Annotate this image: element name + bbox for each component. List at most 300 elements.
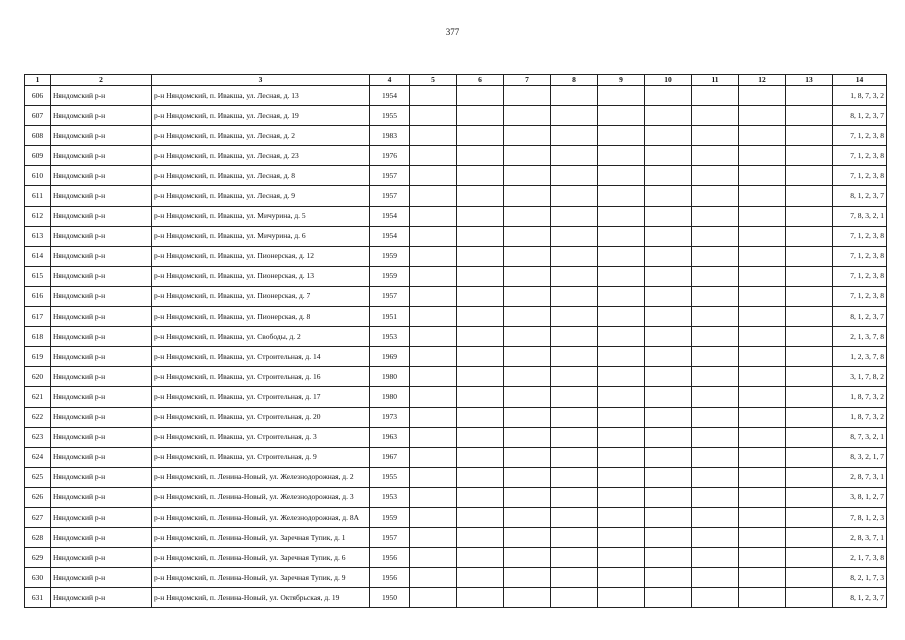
year-cell: 1980 bbox=[370, 387, 410, 407]
empty-cell bbox=[692, 367, 739, 387]
column-header: 6 bbox=[457, 75, 504, 86]
empty-cell bbox=[457, 467, 504, 487]
district-cell: Няндомский р-н bbox=[51, 146, 152, 166]
empty-cell bbox=[739, 86, 786, 106]
empty-cell bbox=[786, 266, 833, 286]
table-row bbox=[25, 367, 887, 387]
column-header: 12 bbox=[739, 75, 786, 86]
empty-cell bbox=[457, 548, 504, 568]
row-number-cell: 607 bbox=[25, 106, 51, 126]
empty-cell bbox=[457, 186, 504, 206]
row-number-cell: 626 bbox=[25, 487, 51, 507]
empty-cell bbox=[598, 106, 645, 126]
empty-cell bbox=[457, 528, 504, 548]
empty-cell bbox=[551, 347, 598, 367]
empty-cell bbox=[786, 528, 833, 548]
empty-cell bbox=[457, 266, 504, 286]
empty-cell bbox=[457, 387, 504, 407]
district-cell: Няндомский р-н bbox=[51, 367, 152, 387]
empty-cell bbox=[786, 186, 833, 206]
district-cell: Няндомский р-н bbox=[51, 206, 152, 226]
empty-cell bbox=[598, 206, 645, 226]
row-number-cell: 613 bbox=[25, 226, 51, 246]
code-cell: 7, 1, 2, 3, 8 bbox=[833, 246, 887, 266]
empty-cell bbox=[551, 126, 598, 146]
table-row bbox=[25, 286, 887, 306]
empty-cell bbox=[551, 568, 598, 588]
address-cell: р-н Няндомский, п. Ивакша, ул. Строительная, д. 17 bbox=[152, 387, 370, 407]
code-cell: 7, 1, 2, 3, 8 bbox=[833, 286, 887, 306]
empty-cell bbox=[598, 548, 645, 568]
empty-cell bbox=[692, 568, 739, 588]
empty-cell bbox=[551, 528, 598, 548]
empty-cell bbox=[692, 186, 739, 206]
row-number-cell: 608 bbox=[25, 126, 51, 146]
address-cell: р-н Няндомский, п. Ленина-Новый, ул. Октябрьская, д. 19 bbox=[152, 588, 370, 608]
empty-cell bbox=[410, 447, 457, 467]
empty-cell bbox=[739, 487, 786, 507]
empty-cell bbox=[739, 286, 786, 306]
empty-cell bbox=[457, 86, 504, 106]
empty-cell bbox=[598, 146, 645, 166]
empty-cell bbox=[739, 568, 786, 588]
empty-cell bbox=[786, 367, 833, 387]
empty-cell bbox=[410, 307, 457, 327]
empty-cell bbox=[504, 427, 551, 447]
table-row bbox=[25, 106, 887, 126]
column-header: 3 bbox=[152, 75, 370, 86]
empty-cell bbox=[598, 186, 645, 206]
empty-cell bbox=[598, 307, 645, 327]
empty-cell bbox=[645, 588, 692, 608]
empty-cell bbox=[410, 507, 457, 527]
empty-cell bbox=[410, 166, 457, 186]
empty-cell bbox=[551, 588, 598, 608]
table-row bbox=[25, 507, 887, 527]
table-row bbox=[25, 246, 887, 266]
year-cell: 1963 bbox=[370, 427, 410, 447]
building-registry-table bbox=[24, 74, 887, 608]
table-row bbox=[25, 266, 887, 286]
table-row bbox=[25, 206, 887, 226]
empty-cell bbox=[739, 507, 786, 527]
empty-cell bbox=[410, 387, 457, 407]
empty-cell bbox=[504, 146, 551, 166]
table-row bbox=[25, 307, 887, 327]
empty-cell bbox=[457, 206, 504, 226]
empty-cell bbox=[551, 407, 598, 427]
table-row bbox=[25, 387, 887, 407]
row-number-cell: 614 bbox=[25, 246, 51, 266]
district-cell: Няндомский р-н bbox=[51, 568, 152, 588]
empty-cell bbox=[786, 246, 833, 266]
empty-cell bbox=[645, 447, 692, 467]
empty-cell bbox=[551, 286, 598, 306]
empty-cell bbox=[786, 86, 833, 106]
empty-cell bbox=[692, 347, 739, 367]
empty-cell bbox=[551, 266, 598, 286]
empty-cell bbox=[551, 186, 598, 206]
empty-cell bbox=[504, 507, 551, 527]
year-cell: 1959 bbox=[370, 507, 410, 527]
year-cell: 1957 bbox=[370, 528, 410, 548]
empty-cell bbox=[786, 487, 833, 507]
address-cell: р-н Няндомский, п. Ленина-Новый, ул. Заречная Тупик, д. 1 bbox=[152, 528, 370, 548]
empty-cell bbox=[598, 86, 645, 106]
district-cell: Няндомский р-н bbox=[51, 407, 152, 427]
table-row bbox=[25, 126, 887, 146]
table-row bbox=[25, 528, 887, 548]
year-cell: 1976 bbox=[370, 146, 410, 166]
empty-cell bbox=[739, 206, 786, 226]
empty-cell bbox=[739, 106, 786, 126]
year-cell: 1959 bbox=[370, 246, 410, 266]
row-number-cell: 622 bbox=[25, 407, 51, 427]
year-cell: 1980 bbox=[370, 367, 410, 387]
district-cell: Няндомский р-н bbox=[51, 226, 152, 246]
empty-cell bbox=[739, 548, 786, 568]
empty-cell bbox=[410, 568, 457, 588]
empty-cell bbox=[504, 367, 551, 387]
empty-cell bbox=[504, 186, 551, 206]
year-cell: 1955 bbox=[370, 467, 410, 487]
empty-cell bbox=[457, 126, 504, 146]
empty-cell bbox=[504, 548, 551, 568]
district-cell: Няндомский р-н bbox=[51, 347, 152, 367]
empty-cell bbox=[598, 427, 645, 447]
code-cell: 1, 8, 7, 3, 2 bbox=[833, 387, 887, 407]
empty-cell bbox=[457, 327, 504, 347]
empty-cell bbox=[504, 126, 551, 146]
empty-cell bbox=[645, 507, 692, 527]
code-cell: 7, 1, 2, 3, 8 bbox=[833, 226, 887, 246]
address-cell: р-н Няндомский, п. Ивакша, ул. Лесная, д. 8 bbox=[152, 166, 370, 186]
empty-cell bbox=[645, 86, 692, 106]
empty-cell bbox=[645, 126, 692, 146]
empty-cell bbox=[739, 447, 786, 467]
empty-cell bbox=[739, 467, 786, 487]
year-cell: 1959 bbox=[370, 266, 410, 286]
table-row bbox=[25, 166, 887, 186]
code-cell: 8, 1, 2, 3, 7 bbox=[833, 186, 887, 206]
row-number-cell: 628 bbox=[25, 528, 51, 548]
empty-cell bbox=[551, 146, 598, 166]
empty-cell bbox=[598, 166, 645, 186]
empty-cell bbox=[504, 528, 551, 548]
row-number-cell: 619 bbox=[25, 347, 51, 367]
empty-cell bbox=[457, 507, 504, 527]
empty-cell bbox=[551, 307, 598, 327]
district-cell: Няндомский р-н bbox=[51, 528, 152, 548]
row-number-cell: 610 bbox=[25, 166, 51, 186]
empty-cell bbox=[504, 86, 551, 106]
year-cell: 1953 bbox=[370, 327, 410, 347]
empty-cell bbox=[692, 487, 739, 507]
code-cell: 1, 8, 7, 3, 2 bbox=[833, 407, 887, 427]
empty-cell bbox=[739, 266, 786, 286]
empty-cell bbox=[598, 226, 645, 246]
empty-cell bbox=[598, 528, 645, 548]
empty-cell bbox=[410, 427, 457, 447]
year-cell: 1956 bbox=[370, 548, 410, 568]
year-cell: 1956 bbox=[370, 568, 410, 588]
empty-cell bbox=[739, 367, 786, 387]
empty-cell bbox=[692, 528, 739, 548]
empty-cell bbox=[645, 206, 692, 226]
code-cell: 3, 1, 7, 8, 2 bbox=[833, 367, 887, 387]
table-row bbox=[25, 467, 887, 487]
empty-cell bbox=[551, 467, 598, 487]
address-cell: р-н Няндомский, п. Ленина-Новый, ул. Железнодорожная, д. 3 bbox=[152, 487, 370, 507]
code-cell: 1, 8, 7, 3, 2 bbox=[833, 86, 887, 106]
table-row bbox=[25, 186, 887, 206]
table-row bbox=[25, 427, 887, 447]
empty-cell bbox=[786, 467, 833, 487]
address-cell: р-н Няндомский, п. Ивакша, ул. Строительная, д. 14 bbox=[152, 347, 370, 367]
district-cell: Няндомский р-н bbox=[51, 447, 152, 467]
empty-cell bbox=[692, 86, 739, 106]
district-cell: Няндомский р-н bbox=[51, 166, 152, 186]
table-row bbox=[25, 347, 887, 367]
code-cell: 8, 1, 2, 3, 7 bbox=[833, 588, 887, 608]
empty-cell bbox=[739, 226, 786, 246]
year-cell: 1954 bbox=[370, 206, 410, 226]
empty-cell bbox=[645, 146, 692, 166]
empty-cell bbox=[739, 588, 786, 608]
empty-cell bbox=[786, 387, 833, 407]
empty-cell bbox=[410, 487, 457, 507]
column-header: 13 bbox=[786, 75, 833, 86]
empty-cell bbox=[504, 106, 551, 126]
empty-cell bbox=[598, 447, 645, 467]
district-cell: Няндомский р-н bbox=[51, 588, 152, 608]
empty-cell bbox=[786, 507, 833, 527]
code-cell: 2, 8, 3, 7, 1 bbox=[833, 528, 887, 548]
district-cell: Няндомский р-н bbox=[51, 307, 152, 327]
year-cell: 1973 bbox=[370, 407, 410, 427]
empty-cell bbox=[692, 387, 739, 407]
address-cell: р-н Няндомский, п. Ленина-Новый, ул. Железнодорожная, д. 2 bbox=[152, 467, 370, 487]
column-header: 10 bbox=[645, 75, 692, 86]
empty-cell bbox=[551, 427, 598, 447]
empty-cell bbox=[551, 548, 598, 568]
empty-cell bbox=[786, 307, 833, 327]
year-cell: 1950 bbox=[370, 588, 410, 608]
address-cell: р-н Няндомский, п. Ивакша, ул. Строительная, д. 20 bbox=[152, 407, 370, 427]
empty-cell bbox=[410, 327, 457, 347]
empty-cell bbox=[410, 186, 457, 206]
year-cell: 1969 bbox=[370, 347, 410, 367]
empty-cell bbox=[457, 286, 504, 306]
row-number-cell: 625 bbox=[25, 467, 51, 487]
address-cell: р-н Няндомский, п. Ивакша, ул. Пионерская, д. 7 bbox=[152, 286, 370, 306]
table-row bbox=[25, 327, 887, 347]
empty-cell bbox=[598, 266, 645, 286]
column-header: 7 bbox=[504, 75, 551, 86]
code-cell: 8, 1, 2, 3, 7 bbox=[833, 106, 887, 126]
table-body bbox=[25, 86, 887, 608]
empty-cell bbox=[645, 548, 692, 568]
code-cell: 2, 8, 7, 3, 1 bbox=[833, 467, 887, 487]
district-cell: Няндомский р-н bbox=[51, 266, 152, 286]
district-cell: Няндомский р-н bbox=[51, 467, 152, 487]
empty-cell bbox=[692, 407, 739, 427]
code-cell: 8, 3, 2, 1, 7 bbox=[833, 447, 887, 467]
year-cell: 1957 bbox=[370, 286, 410, 306]
empty-cell bbox=[598, 588, 645, 608]
empty-cell bbox=[786, 447, 833, 467]
empty-cell bbox=[457, 367, 504, 387]
year-cell: 1957 bbox=[370, 186, 410, 206]
address-cell: р-н Няндомский, п. Ивакша, ул. Лесная, д. 19 bbox=[152, 106, 370, 126]
empty-cell bbox=[504, 226, 551, 246]
empty-cell bbox=[786, 568, 833, 588]
empty-cell bbox=[645, 186, 692, 206]
empty-cell bbox=[410, 286, 457, 306]
empty-cell bbox=[739, 407, 786, 427]
empty-cell bbox=[504, 307, 551, 327]
table-row bbox=[25, 568, 887, 588]
empty-cell bbox=[457, 246, 504, 266]
row-number-cell: 621 bbox=[25, 387, 51, 407]
empty-cell bbox=[457, 427, 504, 447]
year-cell: 1953 bbox=[370, 487, 410, 507]
empty-cell bbox=[739, 327, 786, 347]
empty-cell bbox=[410, 106, 457, 126]
table-row bbox=[25, 407, 887, 427]
empty-cell bbox=[598, 246, 645, 266]
row-number-cell: 606 bbox=[25, 86, 51, 106]
table-row bbox=[25, 146, 887, 166]
empty-cell bbox=[410, 206, 457, 226]
empty-cell bbox=[739, 146, 786, 166]
empty-cell bbox=[551, 387, 598, 407]
empty-cell bbox=[410, 226, 457, 246]
code-cell: 7, 1, 2, 3, 8 bbox=[833, 266, 887, 286]
address-cell: р-н Няндомский, п. Ленина-Новый, ул. Заречная Тупик, д. 9 bbox=[152, 568, 370, 588]
empty-cell bbox=[692, 507, 739, 527]
empty-cell bbox=[410, 146, 457, 166]
empty-cell bbox=[692, 548, 739, 568]
row-number-cell: 616 bbox=[25, 286, 51, 306]
empty-cell bbox=[551, 487, 598, 507]
address-cell: р-н Няндомский, п. Ленина-Новый, ул. Заречная Тупик, д. 6 bbox=[152, 548, 370, 568]
empty-cell bbox=[598, 327, 645, 347]
row-number-cell: 629 bbox=[25, 548, 51, 568]
row-number-cell: 615 bbox=[25, 266, 51, 286]
empty-cell bbox=[786, 106, 833, 126]
column-header: 9 bbox=[598, 75, 645, 86]
column-header: 14 bbox=[833, 75, 887, 86]
row-number-cell: 612 bbox=[25, 206, 51, 226]
empty-cell bbox=[551, 327, 598, 347]
empty-cell bbox=[504, 266, 551, 286]
column-header: 2 bbox=[51, 75, 152, 86]
empty-cell bbox=[551, 367, 598, 387]
empty-cell bbox=[692, 146, 739, 166]
empty-cell bbox=[410, 548, 457, 568]
empty-cell bbox=[504, 407, 551, 427]
empty-cell bbox=[598, 568, 645, 588]
empty-cell bbox=[739, 186, 786, 206]
code-cell: 8, 7, 3, 2, 1 bbox=[833, 427, 887, 447]
empty-cell bbox=[410, 86, 457, 106]
empty-cell bbox=[504, 387, 551, 407]
empty-cell bbox=[504, 467, 551, 487]
district-cell: Няндомский р-н bbox=[51, 186, 152, 206]
code-cell: 7, 8, 3, 2, 1 bbox=[833, 206, 887, 226]
empty-cell bbox=[692, 307, 739, 327]
empty-cell bbox=[551, 226, 598, 246]
empty-cell bbox=[739, 427, 786, 447]
row-number-cell: 627 bbox=[25, 507, 51, 527]
empty-cell bbox=[457, 588, 504, 608]
empty-cell bbox=[786, 166, 833, 186]
address-cell: р-н Няндомский, п. Ивакша, ул. Строительная, д. 16 bbox=[152, 367, 370, 387]
row-number-cell: 630 bbox=[25, 568, 51, 588]
address-cell: р-н Няндомский, п. Ивакша, ул. Пионерская, д. 12 bbox=[152, 246, 370, 266]
empty-cell bbox=[551, 246, 598, 266]
district-cell: Няндомский р-н bbox=[51, 106, 152, 126]
empty-cell bbox=[598, 367, 645, 387]
empty-cell bbox=[645, 106, 692, 126]
empty-cell bbox=[645, 226, 692, 246]
empty-cell bbox=[551, 206, 598, 226]
empty-cell bbox=[410, 588, 457, 608]
empty-cell bbox=[551, 106, 598, 126]
district-cell: Няндомский р-н bbox=[51, 507, 152, 527]
row-number-cell: 623 bbox=[25, 427, 51, 447]
empty-cell bbox=[551, 507, 598, 527]
empty-cell bbox=[598, 507, 645, 527]
page-number: 377 bbox=[445, 27, 460, 37]
empty-cell bbox=[786, 427, 833, 447]
table-row bbox=[25, 548, 887, 568]
empty-cell bbox=[504, 347, 551, 367]
empty-cell bbox=[786, 548, 833, 568]
district-cell: Няндомский р-н bbox=[51, 246, 152, 266]
code-cell: 8, 2, 1, 7, 3 bbox=[833, 568, 887, 588]
code-cell: 7, 8, 1, 2, 3 bbox=[833, 507, 887, 527]
empty-cell bbox=[598, 467, 645, 487]
district-cell: Няндомский р-н bbox=[51, 86, 152, 106]
empty-cell bbox=[645, 166, 692, 186]
code-cell: 2, 1, 3, 7, 8 bbox=[833, 327, 887, 347]
column-header: 1 bbox=[25, 75, 51, 86]
district-cell: Няндомский р-н bbox=[51, 487, 152, 507]
empty-cell bbox=[551, 166, 598, 186]
empty-cell bbox=[739, 126, 786, 146]
address-cell: р-н Няндомский, п. Ивакша, ул. Лесная, д. 13 bbox=[152, 86, 370, 106]
empty-cell bbox=[645, 467, 692, 487]
year-cell: 1967 bbox=[370, 447, 410, 467]
empty-cell bbox=[739, 246, 786, 266]
empty-cell bbox=[504, 447, 551, 467]
address-cell: р-н Няндомский, п. Ивакша, ул. Свободы, д. 2 bbox=[152, 327, 370, 347]
empty-cell bbox=[739, 166, 786, 186]
code-cell: 8, 1, 2, 3, 7 bbox=[833, 307, 887, 327]
empty-cell bbox=[645, 286, 692, 306]
empty-cell bbox=[739, 387, 786, 407]
empty-cell bbox=[504, 246, 551, 266]
empty-cell bbox=[739, 307, 786, 327]
empty-cell bbox=[410, 347, 457, 367]
empty-cell bbox=[692, 206, 739, 226]
empty-cell bbox=[457, 487, 504, 507]
empty-cell bbox=[786, 226, 833, 246]
empty-cell bbox=[692, 106, 739, 126]
empty-cell bbox=[457, 307, 504, 327]
